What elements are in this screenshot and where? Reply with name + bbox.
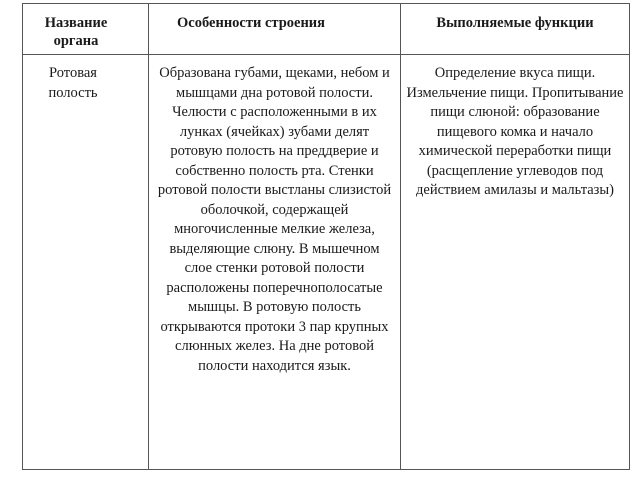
header-structure	[149, 4, 401, 55]
cell-structure	[149, 55, 401, 470]
header-organ-name	[23, 4, 149, 55]
header-functions-text: Выполняемые функции	[436, 15, 594, 31]
cell-organ	[23, 55, 149, 470]
cell-structure-text: Образована губами, щеками, небом и мышцами дна ротовой полости. Челюсти с расположенными в их лунках (ячейках) зубами делят ротовую полость на преддверие и собственно полость рта. Стенки ротовой полости выстланы слизистой оболочкой, содержащей многочисленные мелкие железа, выделяющие слюну. В мышечном слое стенки ротовой полости расположены поперечнополосатые мышцы. В ротовую полость открываются протоки 3 пар крупных слюнных желез. На дне ротовой полости находится язык.	[157, 65, 392, 374]
organ-functions-table	[22, 3, 630, 470]
header-functions	[401, 4, 630, 55]
header-organ-name-text: Название органа	[44, 15, 108, 49]
cell-organ-text: Ротовая полость	[48, 65, 98, 101]
cell-functions	[401, 55, 630, 470]
table-header-row	[23, 4, 630, 55]
header-structure-text: Особенности строения	[177, 15, 325, 31]
cell-functions-text: Определение вкуса пищи. Измельчение пищи. Пропитывание пищи слюной: образование пищевого комка и начало химической переработки пищи (расщепление углеводов под действием амилазы и мальтазы)	[406, 65, 624, 198]
table-row	[23, 55, 630, 470]
